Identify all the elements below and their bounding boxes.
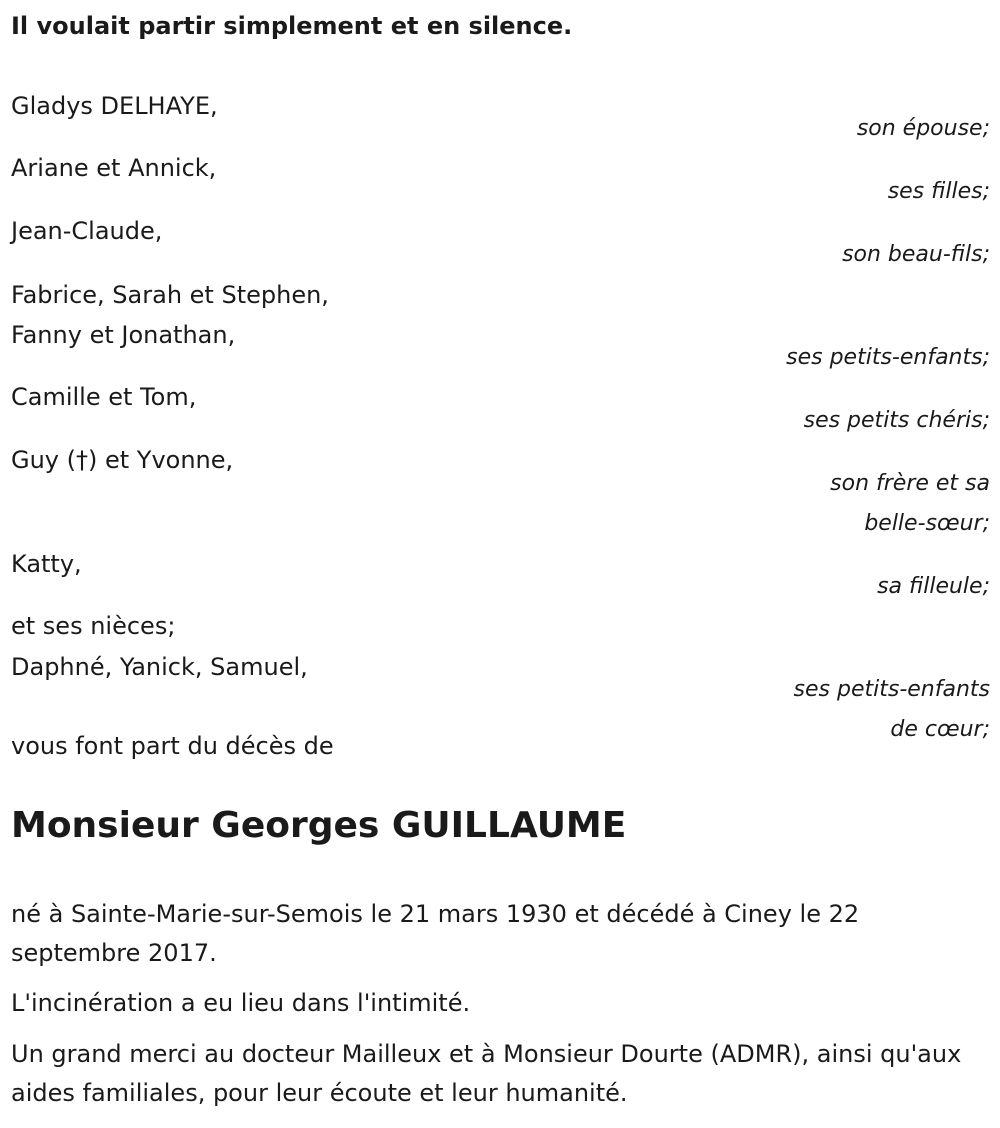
announcement-text: vous font part du décès de	[11, 732, 334, 760]
family-name: Daphné, Yanick, Samuel,	[11, 653, 308, 681]
family-relation: son frère et sa	[830, 471, 990, 496]
family-name: Jean-Claude,	[11, 217, 163, 245]
family-name: Ariane et Annick,	[11, 154, 217, 182]
intro-heading: Il voulait partir simplement et en silence.	[11, 12, 573, 40]
family-name: Camille et Tom,	[11, 383, 197, 411]
family-relation-continued: belle-sœur;	[864, 511, 990, 536]
family-relation: son beau-fils;	[842, 242, 990, 267]
family-name: Guy (†) et Yvonne,	[11, 446, 234, 474]
birth-death-paragraph: né à Sainte-Marie-sur-Semois le 21 mars 1930 et décédé à Ciney le 22 septembre 2017.	[11, 900, 860, 967]
family-name: Fabrice, Sarah et Stephen,	[11, 281, 329, 309]
thanks-paragraph: Un grand merci au docteur Mailleux et à Monsieur Dourte (ADMR), ainsi qu'aux aides familiales, pour leur écoute et leur humanité.	[11, 1040, 962, 1107]
family-name: Gladys DELHAYE,	[11, 92, 218, 120]
deceased-name: Monsieur Georges GUILLAUME	[11, 805, 627, 846]
family-relation: ses petits chéris;	[803, 408, 990, 433]
family-name: Katty,	[11, 550, 82, 578]
family-name: et ses nièces;	[11, 612, 176, 640]
family-relation: son épouse;	[856, 116, 990, 141]
family-relation-continued: de cœur;	[890, 717, 990, 742]
family-relation: ses petits-enfants	[793, 677, 990, 702]
family-relation: ses petits-enfants;	[786, 345, 990, 370]
family-relation: ses filles;	[887, 179, 990, 204]
cremation-paragraph: L'incinération a eu lieu dans l'intimité.	[11, 989, 471, 1017]
family-name-continued: Fanny et Jonathan,	[11, 321, 236, 349]
family-relation: sa filleule;	[877, 574, 990, 599]
